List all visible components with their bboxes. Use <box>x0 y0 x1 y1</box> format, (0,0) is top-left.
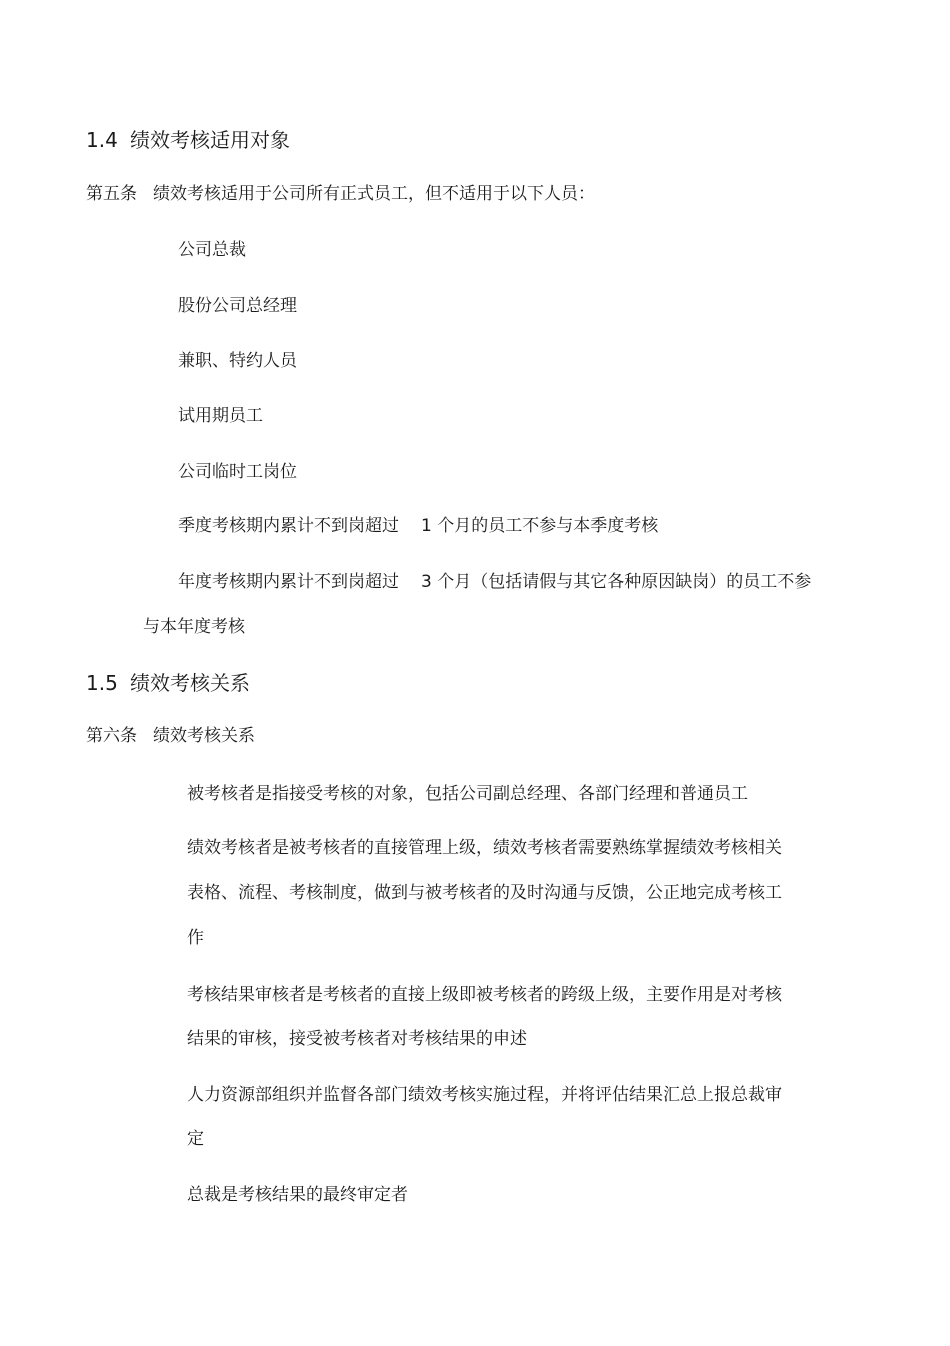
section-heading-1-5 <box>86 673 250 693</box>
article-five <box>86 186 595 203</box>
list-item-line: 定 <box>187 1129 204 1149</box>
article-label: 第五条 <box>86 184 137 204</box>
list-item: 股份公司总经理 <box>178 296 297 316</box>
list-item: 总裁是考核结果的最终审定者 <box>187 1185 408 1205</box>
list-item: 公司临时工岗位 <box>178 462 297 482</box>
list-item-line: 表格、流程、考核制度，做到与被考核者的及时沟通与反馈，公正地完成考核工 <box>187 883 782 903</box>
article-text: 绩效考核关系 <box>153 726 255 746</box>
section-number: 1.4 <box>86 128 118 152</box>
article-six <box>86 728 255 745</box>
section-number: 1.5 <box>86 671 118 695</box>
list-item-line: 结果的审核，接受被考核者对考核结果的申述 <box>187 1029 527 1049</box>
list-item-year <box>178 574 811 591</box>
list-item: 试用期员工 <box>178 406 263 426</box>
article-label: 第六条 <box>86 726 137 746</box>
list-item-line: 人力资源部组织并监督各部门绩效考核实施过程，并将评估结果汇总上报总裁审 <box>187 1085 782 1105</box>
article-text: 绩效考核适用于公司所有正式员工，但不适用于以下人员： <box>153 184 595 204</box>
list-item: 被考核者是指接受考核的对象，包括公司副总经理、各部门经理和普通员工 <box>187 784 748 804</box>
year-text-before: 年度考核期内累计不到岗超过 <box>178 572 399 592</box>
quarter-text-after: 1 个月的员工不参与本季度考核 <box>421 516 659 536</box>
list-item-line: 作 <box>187 928 204 948</box>
section-title: 绩效考核适用对象 <box>130 128 290 152</box>
list-item-line: 考核结果审核者是考核者的直接上级即被考核者的跨级上级，主要作用是对考核 <box>187 985 782 1005</box>
list-item-line: 绩效考核者是被考核者的直接管理上级，绩效考核者需要熟练掌握绩效考核相关 <box>187 838 782 858</box>
year-text-after: 3 个月（包括请假与其它各种原因缺岗）的员工不参 <box>421 572 812 592</box>
list-item: 兼职、特约人员 <box>178 351 297 371</box>
list-item: 公司总裁 <box>178 240 246 260</box>
list-item-quarter <box>178 518 658 535</box>
list-item-year-continuation: 与本年度考核 <box>143 617 245 637</box>
section-heading-1-4 <box>86 130 290 150</box>
section-title: 绩效考核关系 <box>130 671 250 695</box>
quarter-text-before: 季度考核期内累计不到岗超过 <box>178 516 399 536</box>
